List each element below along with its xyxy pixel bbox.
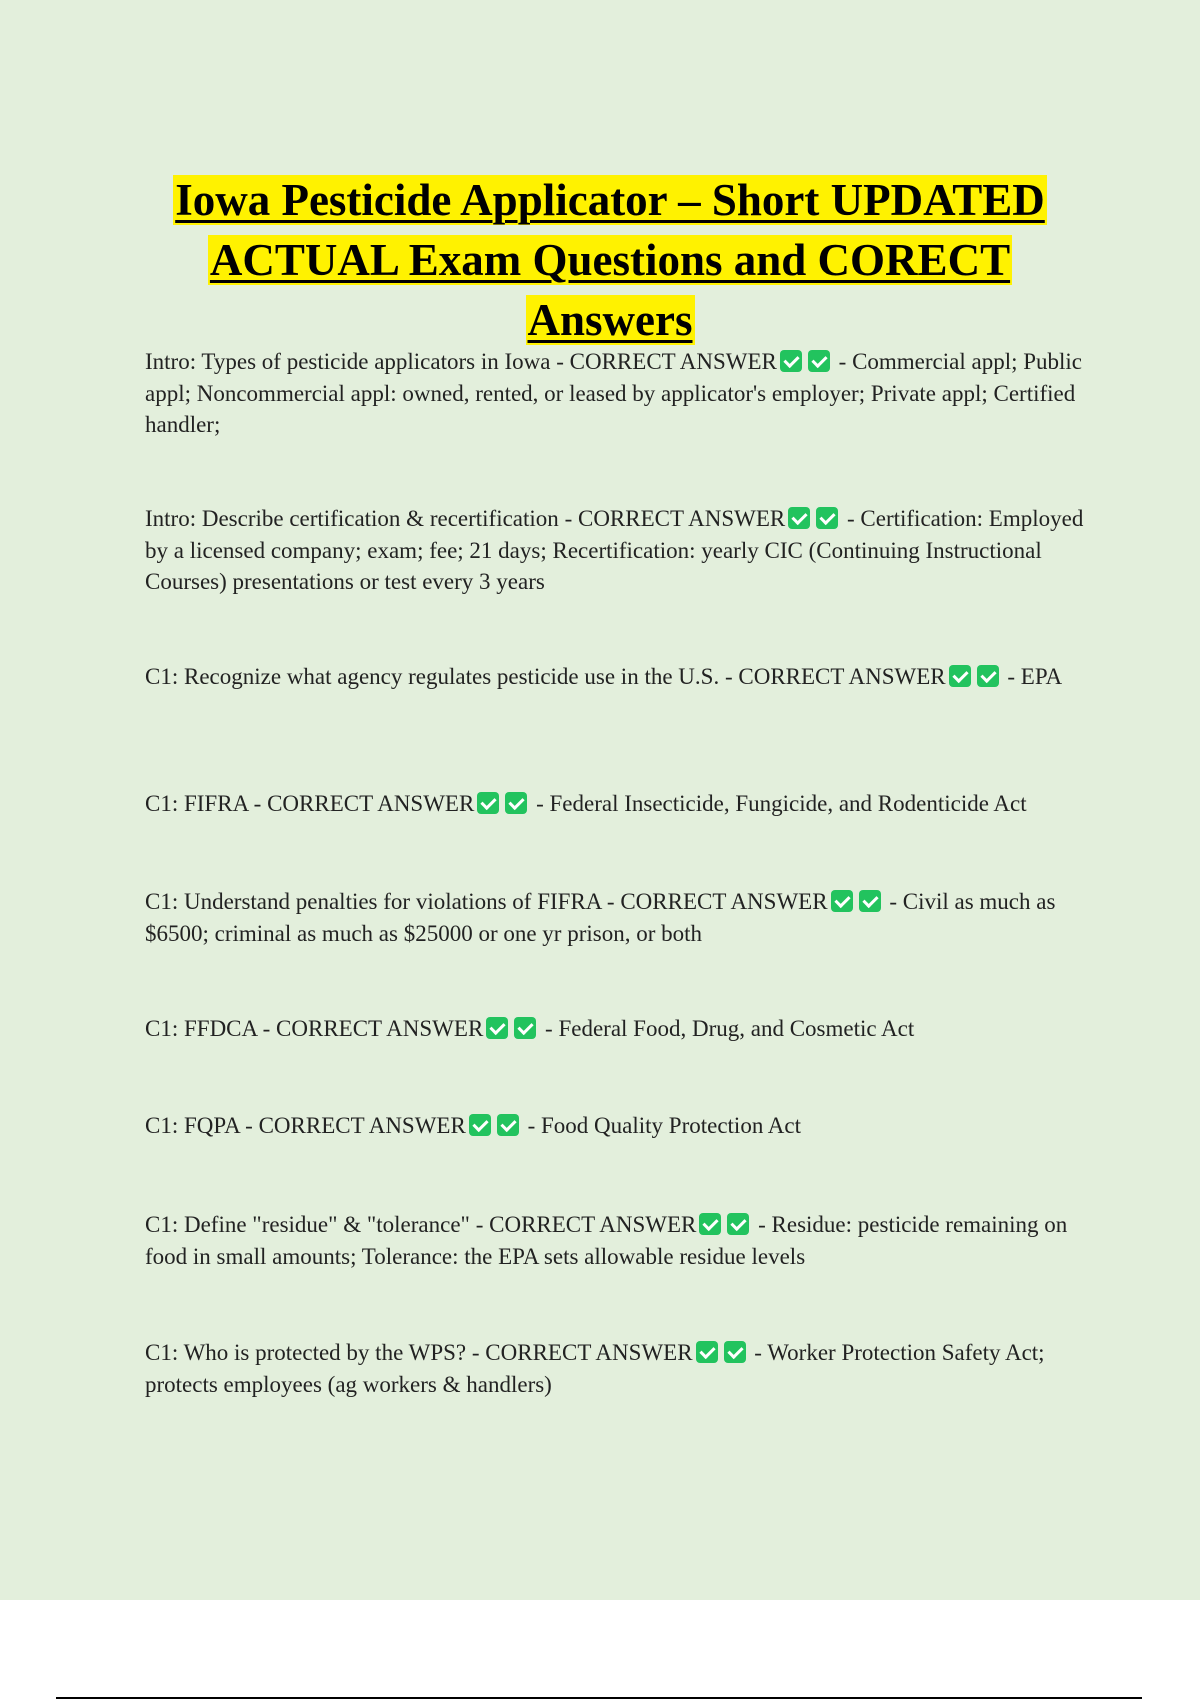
- check-box-icon: [831, 890, 853, 912]
- check-box-icon: [788, 507, 810, 529]
- check-box-icon: [505, 792, 527, 814]
- check-box-icon: [780, 350, 802, 372]
- separator: -: [247, 791, 268, 816]
- qa-item: [145, 1013, 1095, 1045]
- check-box-icon: [949, 665, 971, 687]
- qa-item: [145, 1209, 1095, 1272]
- qa-item: [145, 503, 1095, 598]
- question-text: C1: Understand penalties for violations of FIFRA: [145, 889, 602, 914]
- separator: -: [719, 664, 739, 689]
- question-text: Intro: Describe certification & recertification: [145, 506, 559, 531]
- qa-item: [145, 661, 1095, 693]
- answer-marker: CORRECT ANSWER: [258, 1113, 466, 1138]
- check-box-icon: [469, 1114, 491, 1136]
- separator: -: [558, 506, 578, 531]
- answer-marker: CORRECT ANSWER: [276, 1016, 484, 1041]
- answer-text: Residue: pesticide remaining on food in small amounts; Tolerance: the EPA sets allowable residue levels: [145, 1212, 1068, 1269]
- check-box-icon: [696, 1341, 718, 1363]
- check-box-icon: [724, 1341, 746, 1363]
- separator: -: [521, 1113, 541, 1138]
- check-box-icon: [514, 1017, 536, 1039]
- question-text: C1: Define "residue" & "tolerance": [145, 1212, 470, 1237]
- separator: -: [752, 1212, 772, 1237]
- separator: -: [469, 1212, 490, 1237]
- answer-marker: CORRECT ANSWER: [485, 1340, 693, 1365]
- separator: -: [841, 506, 861, 531]
- question-text: C1: FQPA: [145, 1113, 240, 1138]
- answer-marker: CORRECT ANSWER: [738, 664, 946, 689]
- question-text: C1: Recognize what agency regulates pesticide use in the U.S.: [145, 664, 720, 689]
- check-box-icon: [977, 665, 999, 687]
- answer-marker: CORRECT ANSWER: [577, 506, 786, 531]
- qa-item: [145, 788, 1095, 820]
- question-text: C1: FIFRA: [145, 791, 248, 816]
- answer-marker: CORRECT ANSWER: [620, 889, 828, 914]
- check-box-icon: [497, 1114, 519, 1136]
- qa-item: [145, 886, 1095, 949]
- check-box-icon: [808, 350, 830, 372]
- check-box-icon: [486, 1017, 508, 1039]
- answer-marker: CORRECT ANSWER: [489, 1212, 697, 1237]
- separator: -: [256, 1016, 277, 1041]
- separator: -: [1001, 664, 1021, 689]
- document-title-text: Iowa Pesticide Applicator – Short UPDATED ACTUAL Exam Questions and CORECT Answers: [175, 175, 1045, 346]
- answer-text: Commercial appl; Public appl; Noncommercial appl: owned, rented, or leased by applicator's employer; Private appl; Certified handler;: [145, 349, 1083, 437]
- qa-item: [145, 1337, 1095, 1400]
- footer-divider: [56, 1697, 1142, 1699]
- check-box-icon: [816, 507, 838, 529]
- separator: -: [539, 1016, 559, 1041]
- separator: -: [748, 1340, 768, 1365]
- answer-text: Food Quality Protection Act: [541, 1113, 802, 1138]
- check-box-icon: [727, 1213, 749, 1235]
- answer-text: Worker Protection Safety Act; protects employees (ag workers & handlers): [145, 1340, 1045, 1397]
- separator: -: [883, 889, 903, 914]
- answer-text: EPA: [1020, 664, 1063, 689]
- answer-text: Civil as much as $6500; criminal as much as $25000 or one yr prison, or both: [145, 889, 1056, 946]
- separator: -: [530, 791, 550, 816]
- question-text: Intro: Types of pesticide applicators in Iowa: [145, 349, 551, 374]
- answer-text: Federal Insecticide, Fungicide, and Rodenticide Act: [549, 791, 1027, 816]
- question-text: C1: Who is protected by the WPS?: [145, 1340, 467, 1365]
- check-box-icon: [859, 890, 881, 912]
- answer-text: Certification: Employed by a licensed company; exam; fee; 21 days; Recertification: yearly CIC (Continuing Instructional Courses) presentations or test every 3 years: [145, 506, 1084, 594]
- separator: -: [832, 349, 853, 374]
- check-box-icon: [477, 792, 499, 814]
- separator: -: [601, 889, 621, 914]
- answer-text: Federal Food, Drug, and Cosmetic Act: [558, 1016, 915, 1041]
- separator: -: [550, 349, 570, 374]
- qa-item: [145, 1110, 1095, 1142]
- document-title: [130, 170, 1090, 350]
- check-box-icon: [699, 1213, 721, 1235]
- question-text: C1: FFDCA: [145, 1016, 257, 1041]
- separator: -: [466, 1340, 486, 1365]
- answer-marker: CORRECT ANSWER: [267, 791, 475, 816]
- separator: -: [239, 1113, 259, 1138]
- qa-item: [145, 346, 1095, 441]
- answer-marker: CORRECT ANSWER: [569, 349, 777, 374]
